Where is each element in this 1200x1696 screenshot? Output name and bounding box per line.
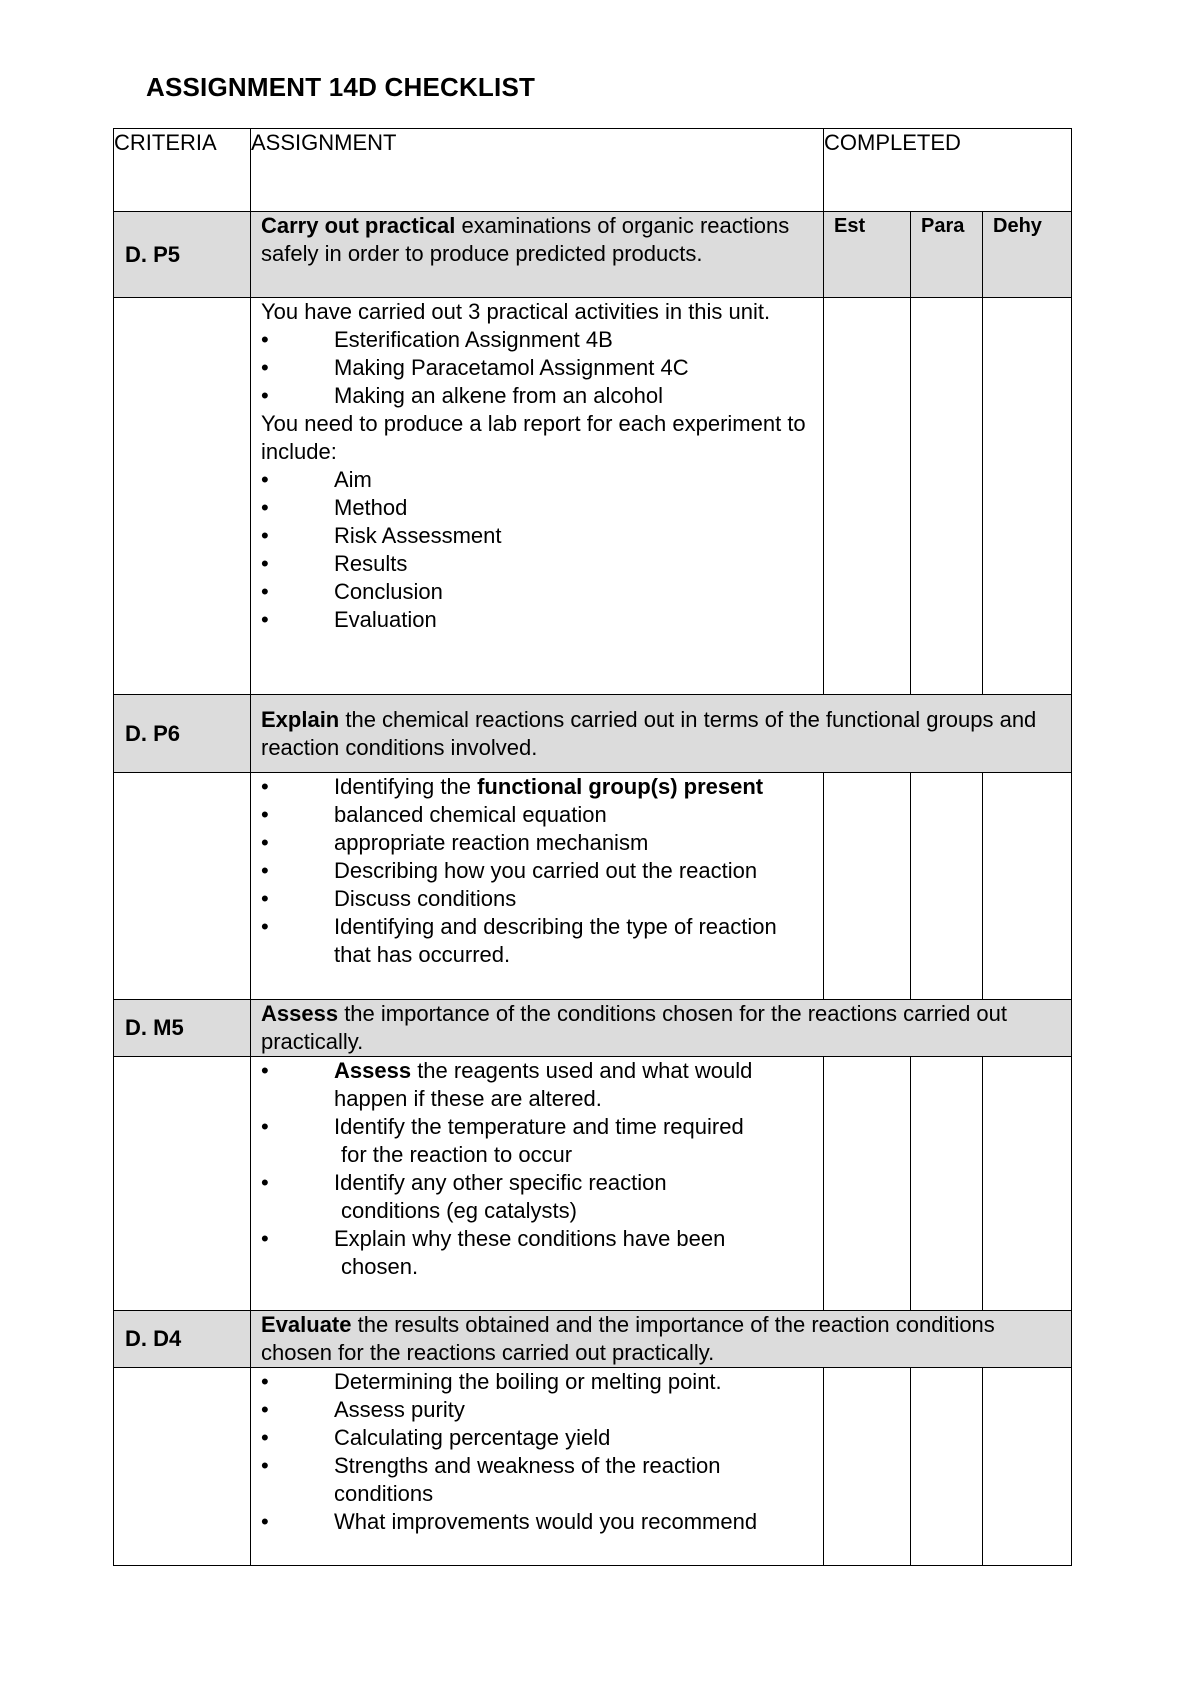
list-item: • Method xyxy=(261,494,815,522)
criterion-row-p6 xyxy=(114,695,1072,773)
list-item: • Evaluation xyxy=(261,606,815,634)
criterion-task: Evaluate the results obtained and the importance of the reaction conditions chosen for the reactions carried out practically. xyxy=(251,1311,1072,1368)
dehy-check-cell[interactable] xyxy=(983,1368,1072,1566)
list-item: • Identifying and describing the type of reaction that has occurred. xyxy=(261,913,815,969)
dehy-check-cell[interactable] xyxy=(983,1057,1072,1311)
list-item: • appropriate reaction mechanism xyxy=(261,829,815,857)
list-item: • Identify any other specific reaction conditions (eg catalysts) xyxy=(261,1169,815,1225)
empty-criteria-cell xyxy=(114,298,251,695)
list-item: • Calculating percentage yield xyxy=(261,1424,815,1452)
criterion-code: D. P6 xyxy=(114,695,251,773)
criterion-code: D. M5 xyxy=(114,1000,251,1057)
list-item: • Risk Assessment xyxy=(261,522,815,550)
list-item: • Esterification Assignment 4B xyxy=(261,326,815,354)
items-list xyxy=(261,1368,815,1536)
est-check-cell[interactable] xyxy=(824,773,911,1000)
criterion-code: D. P5 xyxy=(114,212,251,298)
criteria-header: CRITERIA xyxy=(114,129,251,212)
criterion-row-d4 xyxy=(114,1311,1072,1368)
dehy-column-header: Dehy xyxy=(983,212,1072,298)
para-check-cell[interactable] xyxy=(911,298,983,695)
report-items-list xyxy=(261,466,815,634)
est-check-cell[interactable] xyxy=(824,298,911,695)
list-item: • Making an alkene from an alcohol xyxy=(261,382,815,410)
list-item: • Results xyxy=(261,550,815,578)
list-item: • Making Paracetamol Assignment 4C xyxy=(261,354,815,382)
list-item: • Discuss conditions xyxy=(261,885,815,913)
activities-list xyxy=(261,326,815,410)
dehy-check-cell[interactable] xyxy=(983,298,1072,695)
criterion-task: Explain the chemical reactions carried out in terms of the functional groups and reaction conditions involved. xyxy=(251,695,1072,773)
detail-content xyxy=(251,1368,824,1566)
items-list xyxy=(261,773,815,969)
empty-criteria-cell xyxy=(114,773,251,1000)
list-item: • Identifying the functional group(s) present xyxy=(261,773,815,801)
detail-row-p5 xyxy=(114,298,1072,695)
items-list xyxy=(261,1057,815,1281)
list-item: • Assess purity xyxy=(261,1396,815,1424)
empty-criteria-cell xyxy=(114,1057,251,1311)
completed-header: COMPLETED xyxy=(824,129,1072,212)
list-item: • Aim xyxy=(261,466,815,494)
para-column-header: Para xyxy=(911,212,983,298)
empty-criteria-cell xyxy=(114,1368,251,1566)
criterion-task: Assess the importance of the conditions chosen for the reactions carried out practically. xyxy=(251,1000,1072,1057)
list-item: • What improvements would you recommend xyxy=(261,1508,815,1536)
dehy-check-cell[interactable] xyxy=(983,773,1072,1000)
list-item: • Explain why these conditions have been chosen. xyxy=(261,1225,815,1281)
list-item: • Identify the temperature and time required for the reaction to occur xyxy=(261,1113,815,1169)
criterion-row-m5 xyxy=(114,1000,1072,1057)
para-check-cell[interactable] xyxy=(911,1368,983,1566)
detail-row-m5 xyxy=(114,1057,1072,1311)
assignment-header: ASSIGNMENT xyxy=(251,129,824,212)
checklist-table xyxy=(113,128,1072,1566)
list-item: • Conclusion xyxy=(261,578,815,606)
report-intro-text: You need to produce a lab report for each experiment to include: xyxy=(261,411,806,464)
est-column-header: Est xyxy=(824,212,911,298)
list-item: • Strengths and weakness of the reaction conditions xyxy=(261,1452,815,1508)
detail-row-d4 xyxy=(114,1368,1072,1566)
detail-content xyxy=(251,773,824,1000)
detail-content xyxy=(251,1057,824,1311)
intro-text: You have carried out 3 practical activities in this unit. xyxy=(261,299,771,324)
para-check-cell[interactable] xyxy=(911,1057,983,1311)
detail-row-p6 xyxy=(114,773,1072,1000)
criterion-task: Carry out practical examinations of organic reactions safely in order to produce predicted products. xyxy=(251,212,824,298)
detail-content xyxy=(251,298,824,695)
header-row xyxy=(114,129,1072,212)
criterion-code: D. D4 xyxy=(114,1311,251,1368)
criterion-row-p5 xyxy=(114,212,1072,298)
list-item: • balanced chemical equation xyxy=(261,801,815,829)
page-title: ASSIGNMENT 14D CHECKLIST xyxy=(146,72,536,102)
list-item: • Assess the reagents used and what would happen if these are altered. xyxy=(261,1057,815,1113)
list-item: • Determining the boiling or melting point. xyxy=(261,1368,815,1396)
est-check-cell[interactable] xyxy=(824,1368,911,1566)
est-check-cell[interactable] xyxy=(824,1057,911,1311)
list-item: • Describing how you carried out the reaction xyxy=(261,857,815,885)
para-check-cell[interactable] xyxy=(911,773,983,1000)
